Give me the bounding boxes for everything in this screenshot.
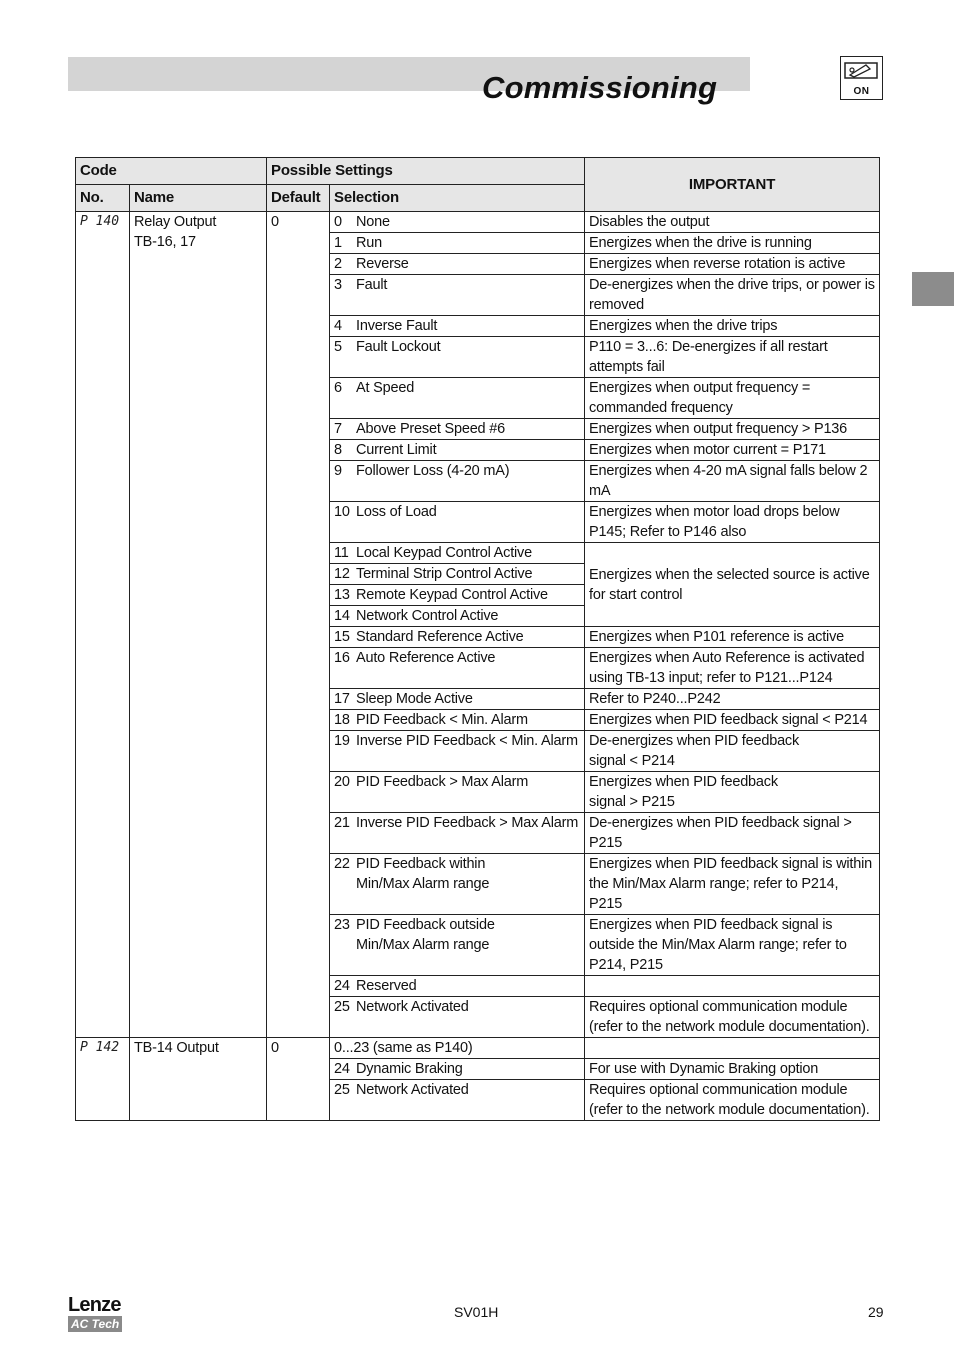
parameter-name: TB-14 Output (130, 1038, 267, 1121)
selection-cell (330, 212, 585, 233)
selection-label: Current Limit (356, 442, 437, 458)
selection-cell (330, 337, 585, 378)
important-cell: Energizes when motor current = P171 (585, 440, 880, 461)
important-cell: Energizes when PID feedback signal is outside the Min/Max Alarm range; refer to P214, P215 (585, 915, 880, 976)
chapter-tab (912, 272, 954, 306)
selection-cell (330, 813, 585, 854)
selection-label: Inverse PID Feedback > Max Alarm (356, 815, 579, 831)
selection-number: 2 (334, 256, 342, 272)
selection-number: 3 (334, 277, 342, 293)
selection-label: Sleep Mode Active (356, 691, 473, 707)
header-name: Name (130, 185, 267, 212)
selection-label: Terminal Strip Control Active (356, 566, 533, 582)
selection-cell (330, 440, 585, 461)
parameter-table (75, 157, 880, 1121)
selection-cell (330, 543, 585, 564)
selection-cell (330, 585, 585, 606)
selection-cell (330, 1080, 585, 1121)
selection-cell (330, 976, 585, 997)
important-cell: De-energizes when PID feedback signal > P215 (585, 813, 880, 854)
table-body (76, 212, 880, 1121)
important-cell: Energizes when reverse rotation is active (585, 254, 880, 275)
selection-number: 16 (334, 650, 350, 666)
important-cell: Energizes when output frequency > P136 (585, 419, 880, 440)
selection-label: Loss of Load (356, 504, 437, 520)
selection-number: 12 (334, 566, 350, 582)
selection-cell (330, 648, 585, 689)
selection-cell (330, 710, 585, 731)
important-cell: Energizes when the drive is running (585, 233, 880, 254)
selection-number: 7 (334, 421, 342, 437)
selection-cell (330, 1038, 585, 1059)
selection-number: 15 (334, 629, 350, 645)
important-cell: Requires optional communication module (refer to the network module documentation). (585, 997, 880, 1038)
important-cell: De-energizes when PID feedback signal < P214 (585, 731, 880, 772)
selection-label: Above Preset Speed #6 (356, 421, 505, 437)
selection-cell (330, 627, 585, 648)
selection-number: 25 (334, 999, 350, 1015)
selection-number: 20 (334, 774, 350, 790)
lenze-logo (68, 1295, 130, 1333)
selection-cell (330, 1059, 585, 1080)
selection-label: Network Activated (356, 1082, 469, 1098)
important-cell: Energizes when motor load drops below P145; Refer to P146 also (585, 502, 880, 543)
power-on-icon (840, 56, 883, 100)
selection-number: 18 (334, 712, 350, 728)
parameter-code: P 142 (76, 1038, 130, 1121)
important-cell: Energizes when PID feedback signal < P214 (585, 710, 880, 731)
important-cell: De-energizes when the drive trips, or power is removed (585, 275, 880, 316)
selection-cell (330, 419, 585, 440)
selection-number: 4 (334, 318, 342, 334)
important-cell (585, 1038, 880, 1059)
selection-label: Follower Loss (4-20 mA) (356, 463, 510, 479)
selection-label: Standard Reference Active (356, 629, 524, 645)
logo-actech-text: AC Tech (68, 1316, 122, 1332)
selection-label: Dynamic Braking (356, 1061, 463, 1077)
page-title: Commissioning (482, 70, 718, 105)
switch-icon (844, 60, 878, 82)
selection-cell (330, 378, 585, 419)
selection-number: 23 (334, 917, 350, 933)
important-cell: Energizes when Auto Reference is activated using TB-13 input; refer to P121...P124 (585, 648, 880, 689)
selection-label: Reserved (356, 978, 417, 994)
selection-label: Local Keypad Control Active (356, 545, 532, 561)
document-code: SV01H (454, 1304, 499, 1320)
important-cell: Requires optional communication module (refer to the network module documentation). (585, 1080, 880, 1121)
selection-cell (330, 731, 585, 772)
important-cell: Energizes when the selected source is active for start control (585, 543, 880, 627)
parameter-default: 0 (267, 212, 330, 1038)
selection-label: PID Feedback < Min. Alarm (356, 712, 528, 728)
selection-label: Reverse (356, 256, 409, 272)
selection-label: None (356, 214, 390, 230)
header-possible-settings: Possible Settings (267, 158, 585, 185)
selection-label: Auto Reference Active (356, 650, 496, 666)
important-cell: Disables the output (585, 212, 880, 233)
selection-label: Inverse Fault (356, 318, 438, 334)
header-selection: Selection (330, 185, 585, 212)
selection-cell (330, 233, 585, 254)
selection-cell (330, 502, 585, 543)
selection-label: PID Feedback within Min/Max Alarm range (356, 856, 490, 892)
selection-label: PID Feedback > Max Alarm (356, 774, 529, 790)
parameter-name: Relay Output TB-16, 17 (130, 212, 267, 1038)
selection-cell (330, 564, 585, 585)
selection-label: 0...23 (same as P140) (334, 1040, 473, 1056)
selection-number: 14 (334, 608, 350, 624)
selection-number: 0 (334, 214, 342, 230)
selection-label: Remote Keypad Control Active (356, 587, 548, 603)
important-cell (585, 976, 880, 997)
selection-cell (330, 461, 585, 502)
selection-cell (330, 772, 585, 813)
important-cell: P110 = 3...6: De-energizes if all restart attempts fail (585, 337, 880, 378)
selection-number: 24 (334, 1061, 350, 1077)
selection-label: Inverse PID Feedback < Min. Alarm (356, 733, 578, 749)
selection-number: 19 (334, 733, 350, 749)
important-cell: Refer to P240...P242 (585, 689, 880, 710)
selection-number: 11 (334, 545, 349, 561)
selection-label: Run (356, 235, 383, 251)
selection-number: 24 (334, 978, 350, 994)
table-row (76, 1038, 880, 1059)
on-label: ON (853, 86, 870, 97)
selection-cell (330, 275, 585, 316)
selection-cell (330, 606, 585, 627)
selection-number: 9 (334, 463, 342, 479)
selection-cell (330, 997, 585, 1038)
important-cell: Energizes when 4-20 mA signal falls below 2 mA (585, 461, 880, 502)
selection-cell (330, 915, 585, 976)
selection-number: 8 (334, 442, 342, 458)
parameter-default: 0 (267, 1038, 330, 1121)
selection-number: 5 (334, 339, 342, 355)
header-code: Code (76, 158, 267, 185)
important-cell: Energizes when the drive trips (585, 316, 880, 337)
important-cell: Energizes when output frequency = commanded frequency (585, 378, 880, 419)
selection-label: Network Activated (356, 999, 469, 1015)
important-cell: Energizes when PID feedback signal > P215 (585, 772, 880, 813)
selection-number: 21 (334, 815, 350, 831)
selection-label: Fault (356, 277, 388, 293)
important-cell: Energizes when P101 reference is active (585, 627, 880, 648)
selection-number: 25 (334, 1082, 350, 1098)
page-number: 29 (868, 1304, 884, 1320)
selection-number: 13 (334, 587, 350, 603)
header-important: IMPORTANT (585, 158, 880, 212)
selection-number: 1 (334, 235, 342, 251)
important-cell: For use with Dynamic Braking option (585, 1059, 880, 1080)
selection-label: PID Feedback outside Min/Max Alarm range (356, 917, 495, 953)
selection-cell (330, 689, 585, 710)
selection-number: 17 (334, 691, 350, 707)
selection-label: At Speed (356, 380, 415, 396)
logo-lenze-text: Lenze (68, 1294, 121, 1316)
selection-label: Network Control Active (356, 608, 499, 624)
selection-label: Fault Lockout (356, 339, 441, 355)
important-cell: Energizes when PID feedback signal is within the Min/Max Alarm range; refer to P214, P215 (585, 854, 880, 915)
selection-cell (330, 316, 585, 337)
selection-number: 10 (334, 504, 350, 520)
parameter-code: P 140 (76, 212, 130, 1038)
selection-cell (330, 854, 585, 915)
table-row (76, 212, 880, 233)
header-default: Default (267, 185, 330, 212)
selection-number: 6 (334, 380, 342, 396)
header-no: No. (76, 185, 130, 212)
selection-number: 22 (334, 856, 350, 872)
selection-cell (330, 254, 585, 275)
